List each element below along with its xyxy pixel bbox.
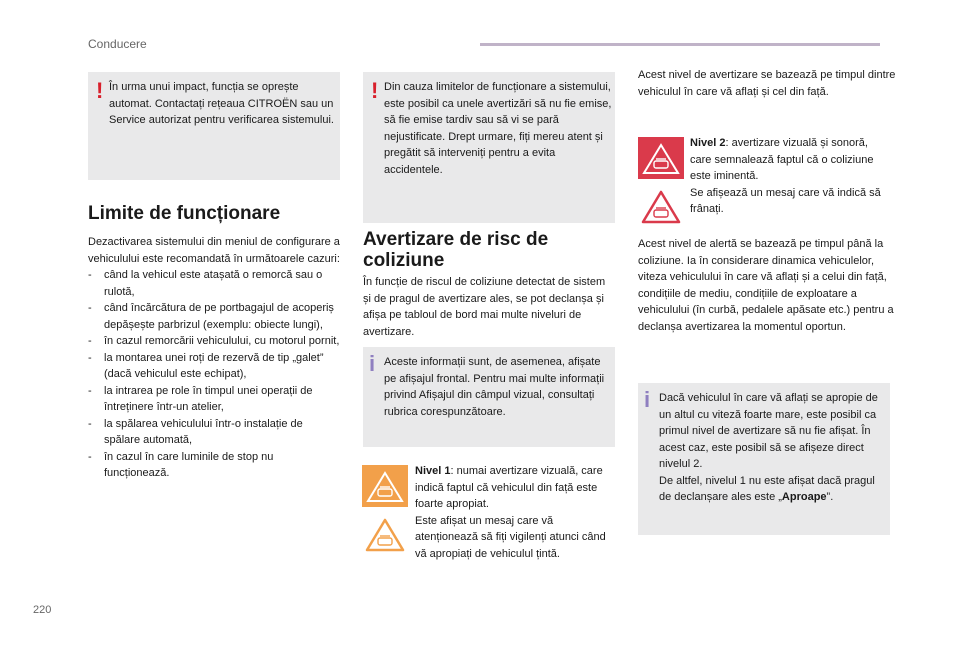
header-bar xyxy=(480,43,880,46)
level1-label: Nivel 1 xyxy=(415,465,451,477)
list-item: - când la vehicul este atașată o remorcă sau o rulotă, xyxy=(88,267,340,300)
limits-text xyxy=(88,234,340,482)
info-icon: i xyxy=(369,351,376,376)
level2-text xyxy=(690,135,890,218)
warning-exclamation-icon: ! xyxy=(96,78,104,103)
list-item: - în cazul în care luminile de stop nu funcționează. xyxy=(88,449,340,482)
collision-warning-outline-icon xyxy=(638,186,684,228)
warning-text: Din cauza limitelor de funcționare a sistemului, este posibil ca unele avertizări să nu fie emise, să fie emise tardiv sau să vi se pară nejustificate. Drept urmare, fiți mereu atent și pregătit să interveniți pentru a evita accidentele. xyxy=(384,81,612,176)
list-item: - când încărcătura de pe portbagajul de acoperiș depășește parbrizul (exemplu: obiecte lungi), xyxy=(88,300,340,333)
level1-desc2: Este afișat un mesaj care vă atenționează să fiți vigilenți atunci când vă apropiați de vehiculul țintă. xyxy=(415,514,606,560)
level1-desc xyxy=(415,463,615,513)
collision-para-text: În funcție de riscul de coliziune detectat de sistem și de pragul de avertizare ales, se pot declanșa și afișa pe tabloul de bord mai multe niveluri de avertizare. xyxy=(363,276,606,338)
info-box-level2 xyxy=(638,383,890,535)
info-text xyxy=(659,390,889,506)
limits-intro: Dezactivarea sistemului din meniul de configurare a vehiculului este recomandată în următoarele cazuri: xyxy=(88,236,340,265)
list-item: - la intrarea pe role în timpul unei operații de întreținere într-un atelier, xyxy=(88,383,340,416)
collision-warning-orange-icon xyxy=(362,465,408,507)
heading-avertizare: Avertizare de risc de coliziune xyxy=(363,229,549,271)
level2-desc xyxy=(690,135,890,185)
section-title: Conducere xyxy=(88,37,147,51)
page-number: 220 xyxy=(33,604,52,616)
info-text-a: Dacă vehiculul în care vă aflați se apropie de un altul cu viteză foarte mare, este posibil ca primul nivel de avertizare să nu fie afișat. În acest caz, este posibil să se afișeze direct nivelul 2. xyxy=(659,392,878,470)
warning-text: În urma unui impact, funcția se oprește automat. Contactați rețeaua CITROËN sau un Service autorizat pentru verificarea sistemului. xyxy=(109,81,334,126)
warning-exclamation-icon: ! xyxy=(371,78,379,103)
collision-para xyxy=(363,274,615,340)
list-item: - la spălarea vehiculului într-o instalație de spălare automată, xyxy=(88,416,340,449)
limits-list xyxy=(88,267,340,482)
collision-warning-outline-icon xyxy=(362,514,408,556)
warning-box-limits xyxy=(363,72,615,223)
collision-warning-red-icon xyxy=(638,137,684,179)
info-text-bold: Aproape xyxy=(781,491,827,503)
level-timing-text: Acest nivel de avertizare se bazează pe timpul dintre vehiculul în care vă aflați și cel din față. xyxy=(638,69,896,98)
warning-box-impact xyxy=(88,72,340,180)
heading-limite: Limite de funcționare xyxy=(88,203,281,224)
level1-desc-text: : numai avertizare vizuală, care indică faptul că vehiculul din față este foarte apropiat. xyxy=(415,465,603,510)
info-text: Aceste informații sunt, de asemenea, afișate pe afișajul frontal. Pentru mai multe informații privind Afișajul din câmpul vizual, consultați rubrica corespunzătoare. xyxy=(384,356,605,418)
level2-label: Nivel 2 xyxy=(690,137,726,149)
level-timing-para xyxy=(638,67,898,100)
level2-desc2: Se afișează un mesaj care vă indică să frânați. xyxy=(690,186,881,215)
alert-timing-text: Acest nivel de alertă se bazează pe timpul până la coliziune. Ia în considerare dinamica vehiculelor, viteza vehiculului în care vă aflați și a celui din față, condițiile de mediu, condițiile de exploatare a vehiculului (în curbă, pedalele apăsate etc.) pentru a declanșa avertizarea la momentul oportun. xyxy=(638,238,894,333)
info-text-b xyxy=(659,473,889,506)
alert-timing-para xyxy=(638,236,896,335)
list-item: - la montarea unei roți de rezervă de tip „galet” (dacă vehiculul este echipat), xyxy=(88,350,340,383)
info-icon: i xyxy=(644,387,651,412)
list-item: - în cazul remorcării vehiculului, cu motorul pornit, xyxy=(88,333,340,350)
info-box-hud xyxy=(363,347,615,447)
info-text-b-start: De altfel, nivelul 1 nu este afișat dacă pragul de declanșare ales este „ xyxy=(659,474,875,503)
level2-desc-text: : avertizare vizuală și sonoră, care semnalează faptul că o coliziune este iminentă. xyxy=(690,137,874,182)
level1-text xyxy=(415,463,615,562)
info-text-b-end: ”. xyxy=(826,491,834,503)
